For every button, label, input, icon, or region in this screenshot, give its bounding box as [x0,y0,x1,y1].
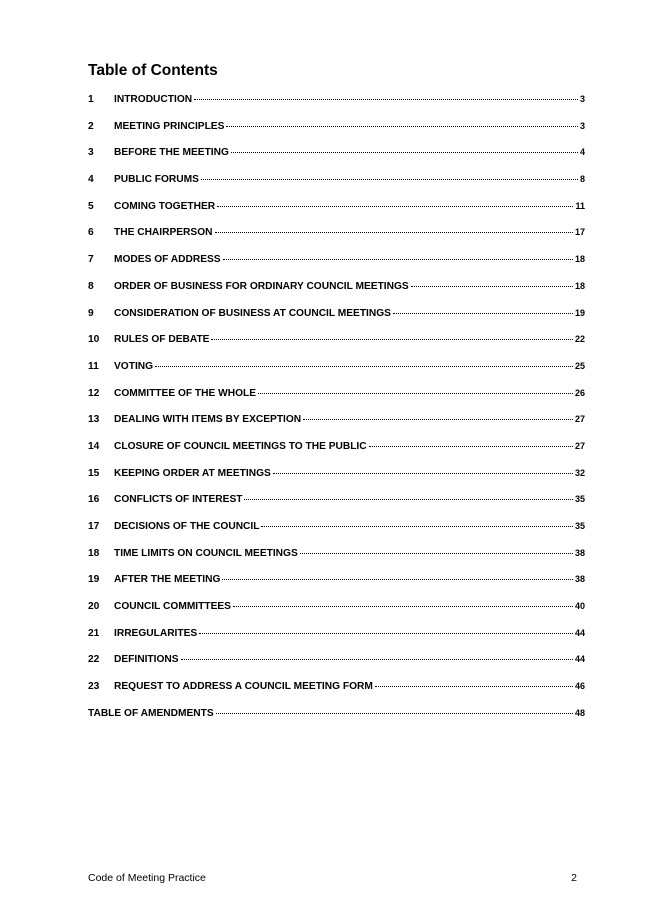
toc-entry-page: 44 [574,654,585,665]
table-of-contents [88,94,585,735]
toc-entry[interactable] [88,254,585,281]
toc-dot-leader [261,526,573,527]
toc-entry-label: DEFINITIONS [114,654,179,666]
toc-entry[interactable] [88,521,585,548]
toc-entry-number: 19 [88,574,100,586]
toc-dot-leader [273,473,573,474]
toc-entry-label: DECISIONS OF THE COUNCIL [114,521,260,532]
toc-entry-label: ORDER OF BUSINESS FOR ORDINARY COUNCIL MEETINGS [114,280,409,292]
toc-entry-number: 18 [88,547,100,559]
toc-dot-leader [199,633,573,634]
toc-entry-page: 3 [579,120,585,131]
toc-entry-page: 48 [574,707,585,718]
toc-entry[interactable] [88,708,585,735]
toc-entry-page: 35 [574,494,585,505]
toc-entry[interactable] [88,494,585,521]
toc-entry[interactable] [88,174,585,201]
page-footer [88,872,577,884]
toc-entry-label: TIME LIMITS ON COUNCIL MEETINGS [114,547,298,559]
toc-entry[interactable] [88,361,585,388]
toc-entry-label: MODES OF ADDRESS [114,254,221,266]
toc-entry-number: 7 [88,254,94,266]
toc-entry-page: 27 [574,440,585,451]
footer-document-title: Code of Meeting Practice [88,872,206,884]
toc-entry-page: 25 [574,360,585,371]
toc-entry-page: 19 [574,307,585,318]
toc-entry-page: 8 [579,174,585,185]
toc-entry-number: 22 [88,654,100,666]
toc-dot-leader [217,206,573,207]
toc-entry-page: 11 [575,200,585,211]
toc-entry[interactable] [88,94,585,121]
toc-dot-leader [258,393,573,394]
toc-entry-label: TABLE OF AMENDMENTS [88,707,214,719]
toc-entry-page: 38 [574,547,585,558]
toc-entry-number: 11 [88,360,99,372]
toc-dot-leader [215,232,573,233]
toc-dot-leader [375,686,573,687]
toc-dot-leader [233,606,573,607]
toc-entry-page: 46 [574,681,585,692]
toc-entry[interactable] [88,121,585,148]
toc-entry-page: 44 [574,627,585,638]
toc-entry-number: 20 [88,601,100,613]
toc-entry[interactable] [88,227,585,254]
toc-entry[interactable] [88,548,585,575]
toc-entry-label: COMING TOGETHER [114,200,216,212]
toc-entry-page: 18 [574,254,585,265]
toc-entry-label: COMMITTEE OF THE WHOLE [114,387,257,399]
toc-entry-page: 26 [574,387,585,398]
toc-dot-leader [223,259,573,260]
toc-entry-label: CLOSURE OF COUNCIL MEETINGS TO THE PUBLIC [114,440,367,452]
toc-entry[interactable] [88,388,585,415]
toc-entry-label: MEETING PRINCIPLES [114,120,225,132]
toc-entry-number: 6 [88,227,94,239]
toc-entry-number: 8 [88,280,94,292]
toc-entry-number: 10 [88,334,100,346]
toc-entry[interactable] [88,147,585,174]
footer-page-number: 2 [571,872,577,884]
toc-entry-page: 4 [579,147,585,158]
toc-entry-page: 3 [579,94,585,104]
toc-dot-leader [226,126,578,127]
toc-entry[interactable] [88,654,585,681]
toc-entry-number: 12 [88,387,100,399]
toc-entry-label: IRREGULARITES [114,627,198,639]
toc-entry-number: 15 [88,467,100,479]
toc-entry-label: DEALING WITH ITEMS BY EXCEPTION [114,414,302,426]
toc-entry-number: 5 [88,200,94,212]
toc-entry-label: BEFORE THE MEETING [114,147,229,159]
toc-entry[interactable] [88,681,585,708]
toc-dot-leader [216,713,573,714]
toc-entry-page: 40 [574,601,585,612]
toc-entry-label: CONFLICTS OF INTEREST [114,494,243,506]
toc-dot-leader [155,366,573,367]
toc-dot-leader [211,339,573,340]
toc-entry[interactable] [88,441,585,468]
toc-dot-leader [369,446,573,447]
toc-entry-number: 17 [88,521,100,532]
toc-dot-leader [244,499,573,500]
toc-entry-page: 22 [574,334,585,345]
toc-entry-number: 4 [88,174,94,186]
toc-entry-number: 21 [88,627,100,639]
toc-entry-number: 16 [88,494,100,506]
toc-entry-page: 35 [574,521,585,531]
toc-entry-number: 23 [88,681,100,693]
toc-entry[interactable] [88,308,585,335]
toc-entry-number: 1 [88,94,94,105]
toc-entry[interactable] [88,628,585,655]
toc-entry-page: 27 [574,414,585,425]
toc-dot-leader [194,99,578,100]
toc-entry-page: 38 [574,574,585,585]
toc-entry-label: RULES OF DEBATE [114,334,210,346]
toc-dot-leader [303,419,573,420]
toc-dot-leader [411,286,573,287]
toc-entry-label: PUBLIC FORUMS [114,174,199,186]
toc-entry-page: 32 [574,467,585,478]
toc-entry-page: 17 [574,227,585,238]
toc-entry[interactable] [88,334,585,361]
toc-entry[interactable] [88,601,585,628]
toc-entry-page: 18 [574,280,585,291]
toc-entry-number: 9 [88,307,94,319]
toc-entry-number: 2 [88,120,94,132]
toc-dot-leader [222,579,573,580]
toc-dot-leader [181,659,573,660]
toc-entry[interactable] [88,414,585,441]
toc-dot-leader [300,553,573,554]
toc-entry-label: COUNCIL COMMITTEES [114,601,231,613]
toc-entry[interactable] [88,281,585,308]
toc-entry-label: INTRODUCTION [114,94,193,105]
toc-entry-label: KEEPING ORDER AT MEETINGS [114,467,271,479]
toc-entry-label: AFTER THE MEETING [114,574,221,586]
toc-heading: Table of Contents [88,62,218,79]
toc-entry-label: CONSIDERATION OF BUSINESS AT COUNCIL MEETINGS [114,307,391,319]
toc-entry-label: THE CHAIRPERSON [114,227,213,239]
toc-entry-number: 14 [88,440,100,452]
toc-entry[interactable] [88,201,585,228]
toc-entry-number: 13 [88,414,100,426]
toc-entry[interactable] [88,468,585,495]
toc-dot-leader [393,313,573,314]
toc-dot-leader [231,152,578,153]
toc-entry-number: 3 [88,147,94,159]
toc-entry-label: REQUEST TO ADDRESS A COUNCIL MEETING FORM [114,681,373,693]
toc-entry-label: VOTING [114,360,154,372]
toc-entry[interactable] [88,574,585,601]
toc-dot-leader [201,179,578,180]
